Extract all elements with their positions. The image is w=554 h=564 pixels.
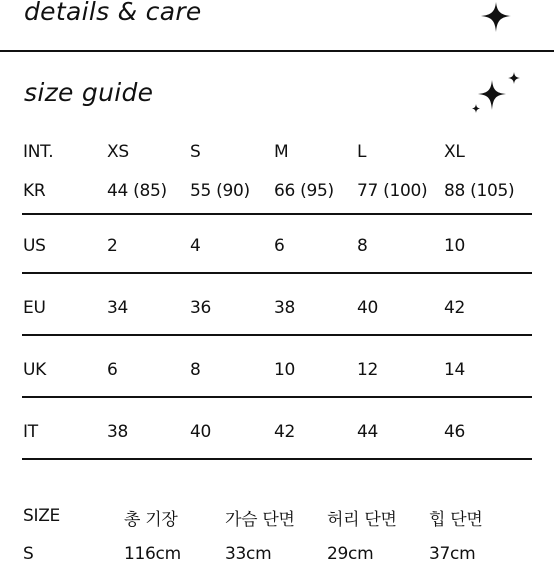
row-divider (22, 213, 532, 215)
table-cell: 77 (100) (357, 181, 428, 201)
size-xs: XS (107, 142, 129, 162)
table-cell: 116cm (124, 544, 181, 564)
size-m: M (274, 142, 289, 162)
table-cell: 12 (357, 360, 379, 380)
row-label-uk: UK (23, 360, 46, 380)
table-cell: 66 (95) (274, 181, 334, 201)
row-divider (22, 458, 532, 460)
row-divider (22, 334, 532, 336)
table-cell: 34 (107, 298, 129, 318)
table-cell: 6 (274, 236, 285, 256)
table-cell: 36 (190, 298, 212, 318)
table-cell: S (23, 544, 34, 564)
row-label-it: IT (23, 422, 38, 442)
table-cell: 6 (107, 360, 118, 380)
table-cell: 44 (357, 422, 379, 442)
table-cell: 38 (274, 298, 296, 318)
table-cell: 44 (85) (107, 181, 167, 201)
table-cell: 37cm (429, 544, 476, 564)
row-divider (22, 272, 532, 274)
table-cell: 55 (90) (190, 181, 250, 201)
details-care-title: details & care (24, 0, 202, 26)
row-label-int: INT. (23, 142, 54, 162)
sparkles-icon (468, 70, 526, 116)
table-cell: 38 (107, 422, 129, 442)
row-label-eu: EU (23, 298, 46, 318)
table-cell: 42 (444, 298, 466, 318)
table-cell: 10 (274, 360, 296, 380)
row-divider (22, 396, 532, 398)
row-label-us: US (23, 236, 46, 256)
table-cell: 8 (190, 360, 201, 380)
waist-width-header: 허리 단면 (327, 510, 397, 530)
size-s: S (190, 142, 201, 162)
table-cell: 4 (190, 236, 201, 256)
size-xl: XL (444, 142, 465, 162)
table-cell: 14 (444, 360, 466, 380)
size-column-header: SIZE (23, 506, 60, 526)
total-length-header: 총 기장 (124, 510, 178, 530)
sparkle-star-icon (476, 0, 516, 34)
table-cell: 40 (357, 298, 379, 318)
section-divider (0, 50, 554, 52)
hip-width-header: 힙 단면 (429, 510, 483, 530)
table-cell: 40 (190, 422, 212, 442)
size-l: L (357, 142, 367, 162)
size-guide-title: size guide (24, 78, 154, 107)
table-cell: 42 (274, 422, 296, 442)
table-cell: 33cm (225, 544, 272, 564)
row-label-kr: KR (23, 181, 46, 201)
table-cell: 29cm (327, 544, 374, 564)
chest-width-header: 가슴 단면 (225, 510, 295, 530)
table-cell: 46 (444, 422, 466, 442)
table-cell: 10 (444, 236, 466, 256)
table-cell: 2 (107, 236, 118, 256)
table-cell: 88 (105) (444, 181, 515, 201)
table-cell: 8 (357, 236, 368, 256)
